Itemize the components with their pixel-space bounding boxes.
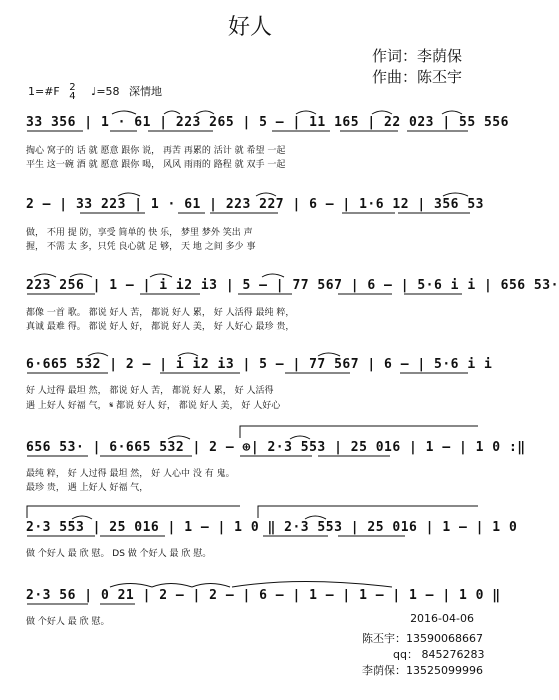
meter-top: 2 — [69, 82, 76, 93]
notation-line-2: 2 – | 33 223 | 1 · 61 | 223 227 | 6 – | 1·6 12 | 356 53 — [26, 197, 484, 212]
notation-line-7: 2·3 56 | 0 21 | 2 – | 2 – | 6 – | 1 – | 1 – | 1 – | 1 0 ‖ — [26, 588, 501, 603]
date-stamp: 2016-04-06 — [410, 612, 474, 625]
lyrics-6-verse-1: 做 个好人 最 欣 慰。 DS 做 个好人 最 欣 慰。 — [26, 549, 212, 559]
notation-line-4: 6·665 532 | 2 – | i i2 i3 | 5 – | 77 567 | 6 – | 5·6 i i — [26, 357, 493, 372]
lyricist-credit: 作词：李荫保 — [372, 47, 463, 65]
lyrics-2-verse-1: 做， 不用 提 防，享受 简单的 快 乐， 梦里 梦外 笑出 声 — [26, 228, 253, 238]
lyrics-1-verse-2: 平生 这一碗 酒 就 愿意 跟你 喝， 风风 雨雨的 路程 就 双手 一起 — [26, 160, 286, 170]
notation-line-5: 656 53· | 6·665 532 | 2 – ⊕| 2·3 553 | 25 016 | 1 – | 1 0 :‖ — [26, 440, 526, 455]
notation-line-1: 33 356 | 1 · 61 | 223 265 | 5 – | 11 165 | 22 023 | 55 556 — [26, 115, 509, 130]
lyrics-4-verse-2: 遇 上好人 好福 气， 𝄋 都说 好人 好， 都说 好人 美， 好 人好心 — [26, 401, 281, 411]
song-title: 好人 — [227, 15, 272, 40]
contact-lyricist: 李荫保：13525099996 — [362, 664, 483, 677]
lyrics-3-verse-1: 都像 一首 歌。 都说 好人 苦， 都说 好人 累， 好 人活得 最纯 粹， — [26, 308, 295, 318]
lyrics-5-verse-2: 最珍 贵， 遇 上好人 好福 气， — [26, 483, 149, 493]
lyrics-2-verse-2: 握， 不需 太 多，只凭 良心就 足 够， 天 地 之间 多少 事 — [26, 242, 256, 252]
lyrics-3-verse-2: 真诚 最难 得。 都说 好人 好， 都说 好人 美， 好 人好心 最珍 贵， — [26, 322, 295, 332]
notation-line-6: 2·3 553 | 25 016 | 1 – | 1 0 ‖ 2·3 553 | 25 016 | 1 – | 1 0 — [26, 520, 518, 535]
contact-qq: qq： 845276283 — [393, 648, 485, 661]
contact-composer: 陈丕宇：13590068667 — [362, 632, 483, 645]
lyrics-1-verse-1: 掏心 窝子的 话 就 愿意 跟你 说， 再苦 再累的 活计 就 希望 一起 — [26, 146, 286, 156]
tempo-marking: ♩=58 — [91, 85, 120, 98]
notation-line-3: 223 256 | 1 – | i i2 i3 | 5 – | 77 567 | 6 – | 5·6 i i | 656 53· — [26, 278, 559, 293]
meter-bottom: 4 — [69, 91, 76, 102]
lyrics-7-verse-1: 做 个好人 最 欣 慰。 — [26, 617, 110, 627]
key-label: 1=#F — [28, 85, 60, 98]
composer-credit: 作曲：陈丕宇 — [372, 68, 463, 86]
expression-marking: 深情地 — [129, 85, 163, 98]
lyrics-4-verse-1: 好 人过得 最坦 然， 都说 好人 苦， 都说 好人 累， 好 人活得 — [26, 386, 274, 396]
lyrics-5-verse-1: 最纯 粹， 好 人过得 最坦 然， 好 人心中 没 有 鬼。 — [26, 469, 235, 479]
